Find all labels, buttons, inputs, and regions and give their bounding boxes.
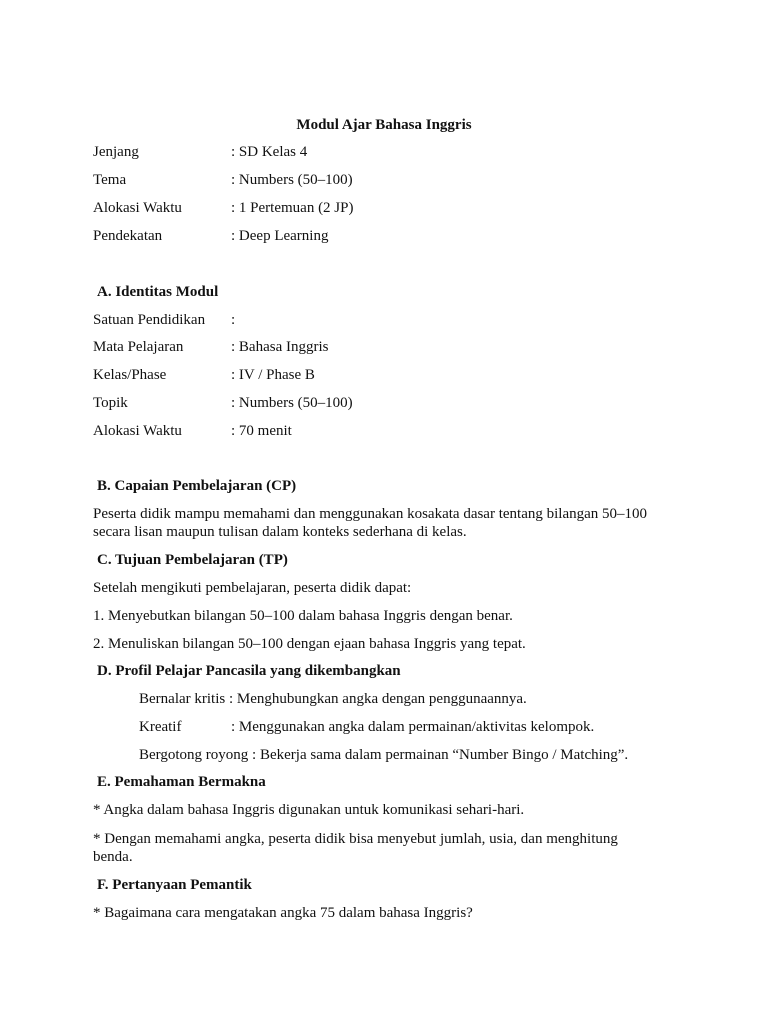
section-e-heading: E. Pemahaman Bermakna [97,774,266,790]
identitas-label-satuan: Satuan Pendidikan [93,312,206,328]
header-label-pendekatan: Pendekatan [93,228,163,244]
pemantik-item-1: * Bagaimana cara mengatakan angka 75 dalam bahasa Inggris? [93,905,473,921]
tp-item-2: 2. Menuliskan bilangan 50–100 dengan ejaan bahasa Inggris yang tepat. [93,636,526,652]
pemahaman-item-1: * Angka dalam bahasa Inggris digunakan untuk komunikasi sehari-hari. [93,802,525,818]
pemahaman-item-2-line-1: * Dengan memahami angka, peserta didik bisa menyebut jumlah, usia, dan menghitung [93,831,618,847]
header-label-jenjang: Jenjang [93,144,139,160]
tp-intro: Setelah mengikuti pembelajaran, peserta didik dapat: [93,580,412,596]
header-label-alokasi: Alokasi Waktu [93,200,182,216]
header-label-tema: Tema [93,172,127,188]
section-f-heading: F. Pertanyaan Pemantik [97,877,252,893]
identitas-value-satuan: : [231,312,236,328]
header-value-alokasi: : 1 Pertemuan (2 JP) [231,200,354,216]
tp-item-1: 1. Menyebutkan bilangan 50–100 dalam bahasa Inggris dengan benar. [93,608,513,624]
pemahaman-item-2-line-2: benda. [93,849,133,865]
identitas-label-mapel: Mata Pelajaran [93,339,184,355]
identitas-value-alokasi: : 70 menit [231,423,292,439]
header-value-tema: : Numbers (50–100) [231,172,353,188]
section-a-heading: A. Identitas Modul [97,284,219,300]
section-d-heading: D. Profil Pelajar Pancasila yang dikembangkan [97,663,401,679]
identitas-label-alokasi: Alokasi Waktu [93,423,182,439]
header-value-pendekatan: : Deep Learning [231,228,329,244]
header-value-jenjang: : SD Kelas 4 [231,144,308,160]
identitas-value-kelas: : IV / Phase B [231,367,315,383]
section-c-heading: C. Tujuan Pembelajaran (TP) [97,552,288,568]
document-title: Modul Ajar Bahasa Inggris [296,117,472,133]
profil-item-bernalar: Bernalar kritis : Menghubungkan angka dengan penggunaannya. [139,691,527,707]
identitas-label-topik: Topik [93,395,128,411]
identitas-value-mapel: : Bahasa Inggris [231,339,329,355]
profil-item-kreatif-label: Kreatif [139,719,182,735]
profil-item-kreatif-value: : Menggunakan angka dalam permainan/aktivitas kelompok. [231,719,595,735]
cp-line-2: secara lisan maupun tulisan dalam konteks sederhana di kelas. [93,524,467,540]
section-b-heading: B. Capaian Pembelajaran (CP) [97,478,297,494]
identitas-value-topik: : Numbers (50–100) [231,395,353,411]
identitas-label-kelas: Kelas/Phase [93,367,167,383]
profil-item-gotong-royong: Bergotong royong : Bekerja sama dalam permainan “Number Bingo / Matching”. [139,747,629,763]
cp-line-1: Peserta didik mampu memahami dan menggunakan kosakata dasar tentang bilangan 50–100 [93,506,648,522]
